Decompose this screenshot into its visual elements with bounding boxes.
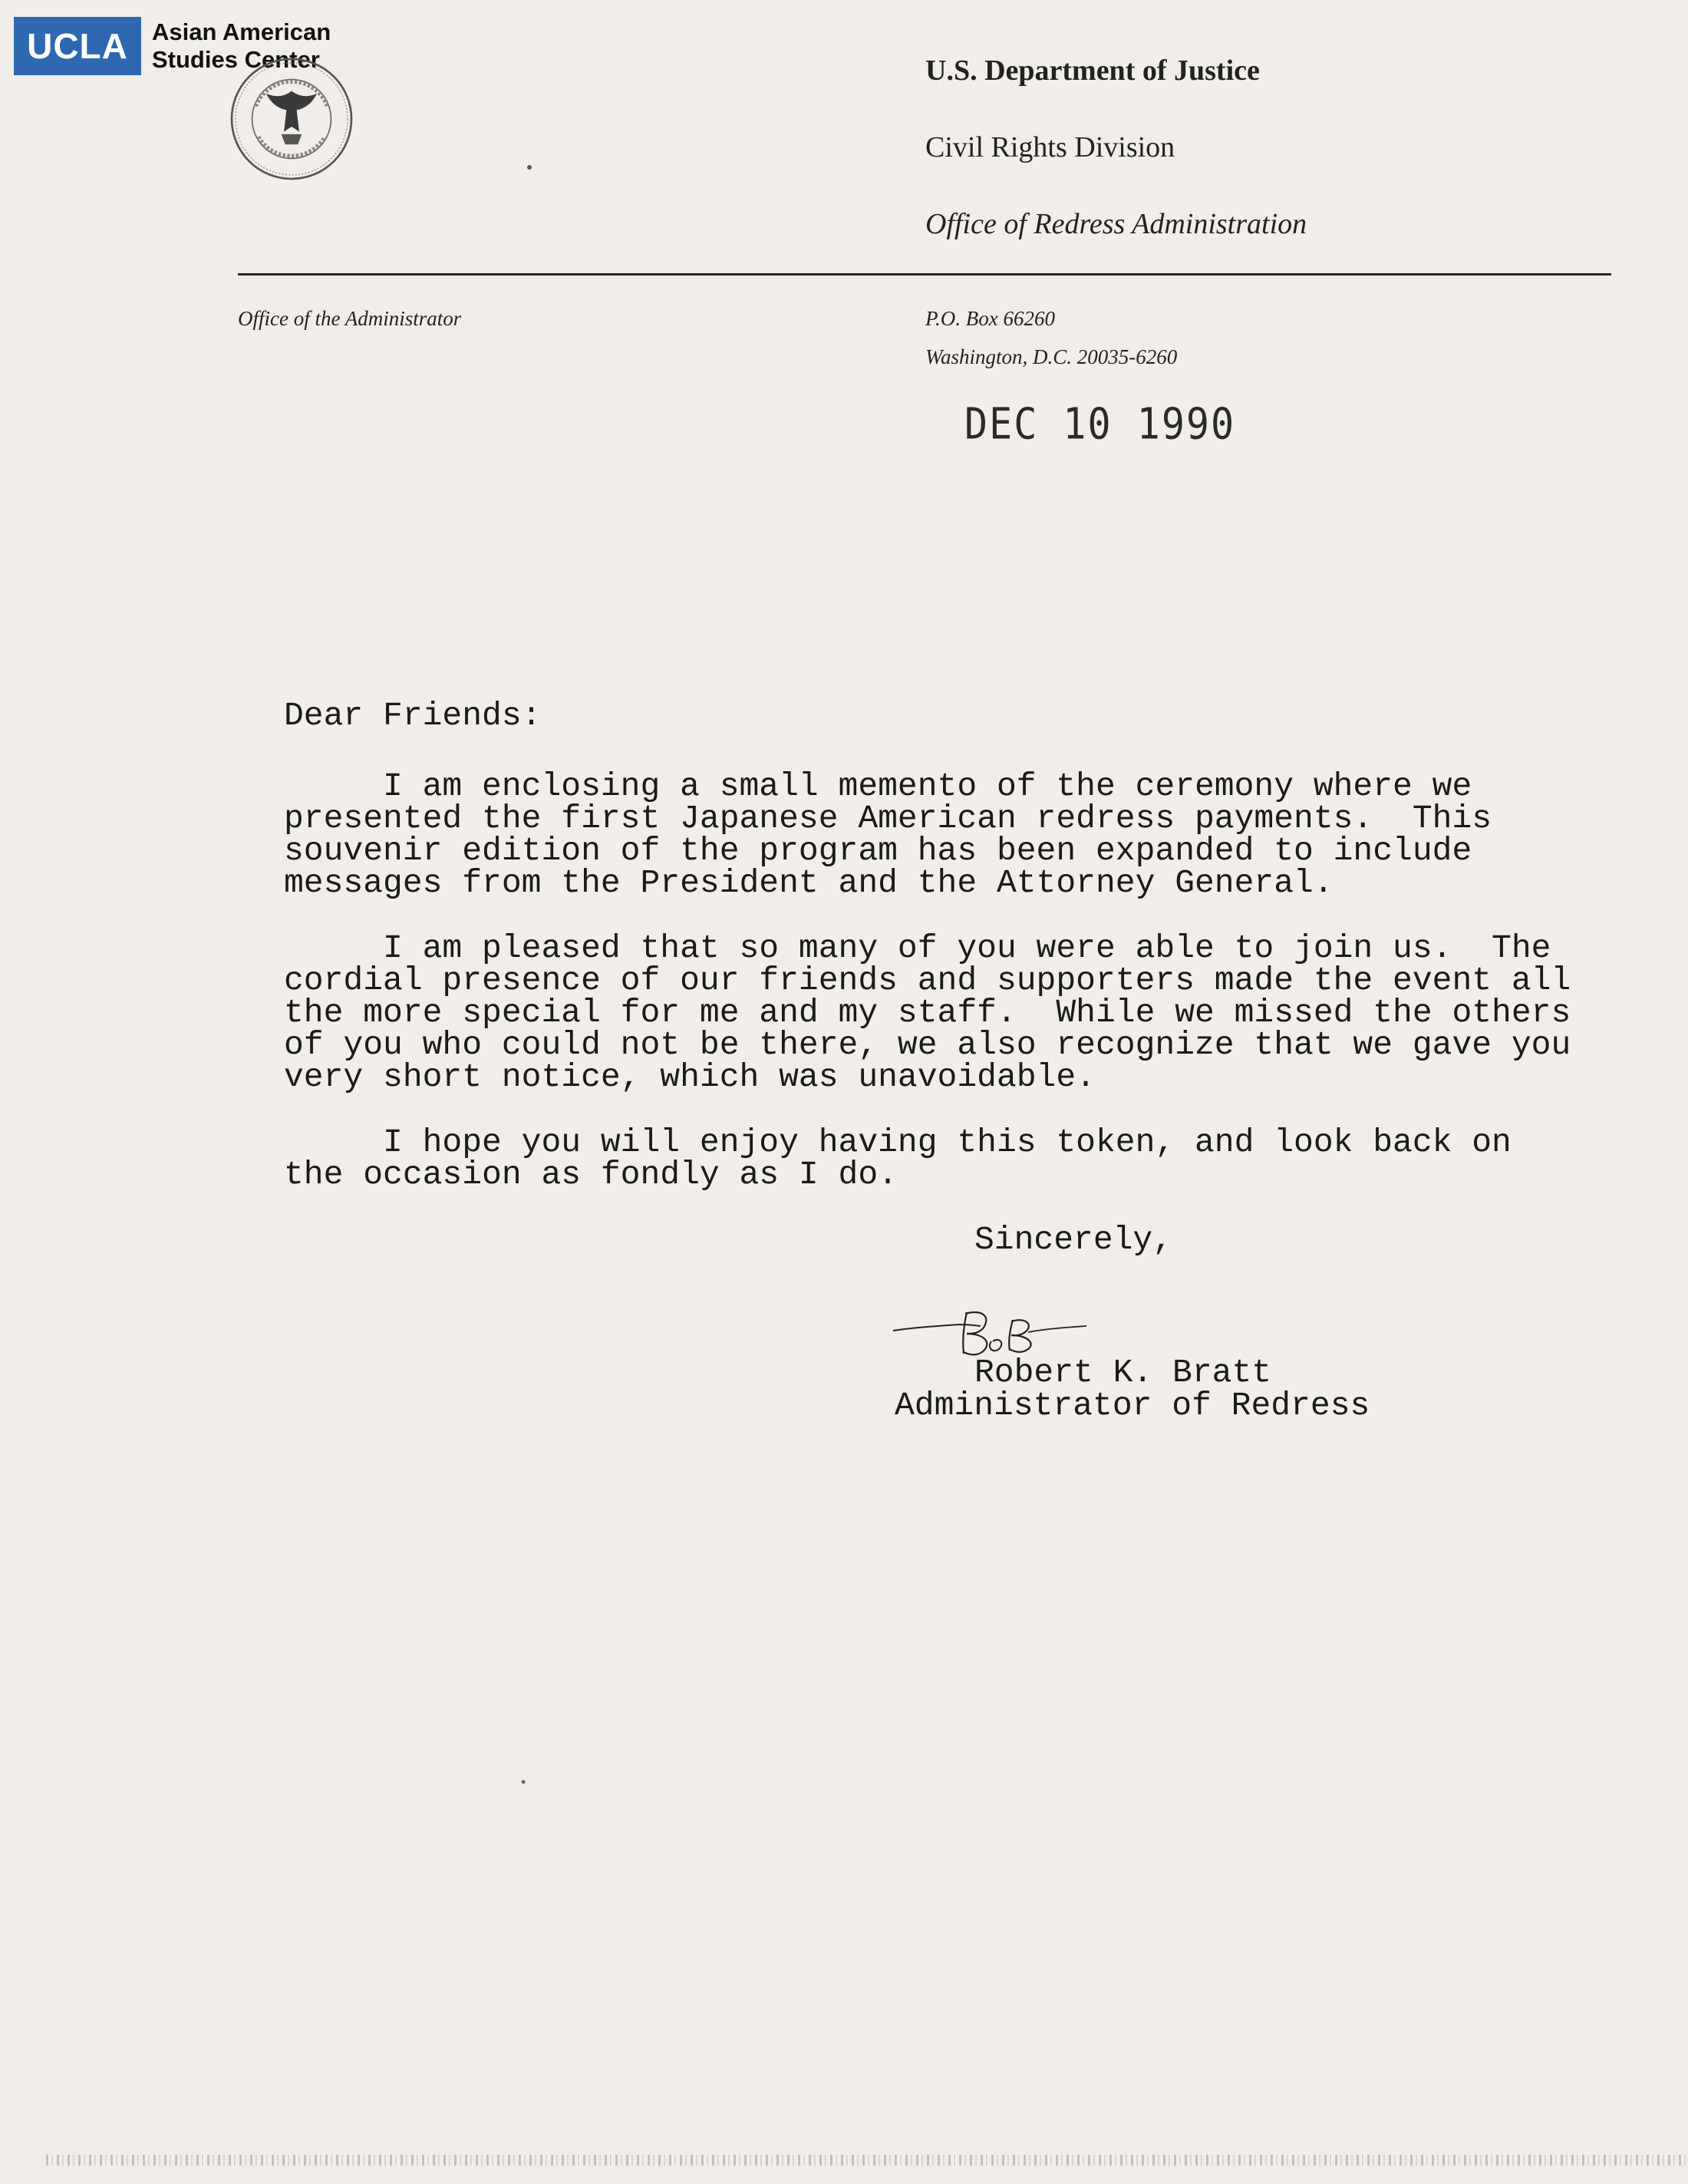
archive-name-line2: Studies Center (152, 46, 320, 73)
address-line-2: Washington, D.C. 20035-6260 (925, 345, 1178, 368)
archive-name-line1: Asian American (152, 18, 331, 45)
paragraph-2: I am pleased that so many of you were able to join us. The cordial presence of our friends and supporters made the event all the more special for me and my staff. While we missed the others of you who could not be there, we also recognize that we gave you very short notice, which was unavoidable. (284, 929, 1571, 1096)
address-line-1: P.O. Box 66260 (925, 307, 1055, 330)
signer-name: Robert K. Bratt (974, 1354, 1272, 1391)
office-of-administrator: Office of the Administrator (238, 307, 462, 330)
letterhead-office: Office of Redress Administration (925, 208, 1307, 240)
paragraph-3: I hope you will enjoy having this token, and look back on the occasion as fondly as I do. (284, 1123, 1512, 1193)
paragraph-1: I am enclosing a small memento of the ceremony where we presented the first Japanese American redress payments. This souvenir edition of the program has been expanded to include messages from the President and the Attorney General. (284, 767, 1492, 902)
signer-title: Administrator of Redress (895, 1387, 1370, 1424)
letterhead-department: U.S. Department of Justice (925, 54, 1260, 87)
date-stamp: DEC 10 1990 (964, 399, 1236, 449)
letterhead-division: Civil Rights Division (925, 131, 1175, 163)
closing: Sincerely, (974, 1221, 1173, 1259)
ucla-logo: UCLA (14, 17, 141, 75)
scan-edge-artifact (46, 2155, 1688, 2166)
salutation: Dear Friends: (284, 697, 542, 734)
